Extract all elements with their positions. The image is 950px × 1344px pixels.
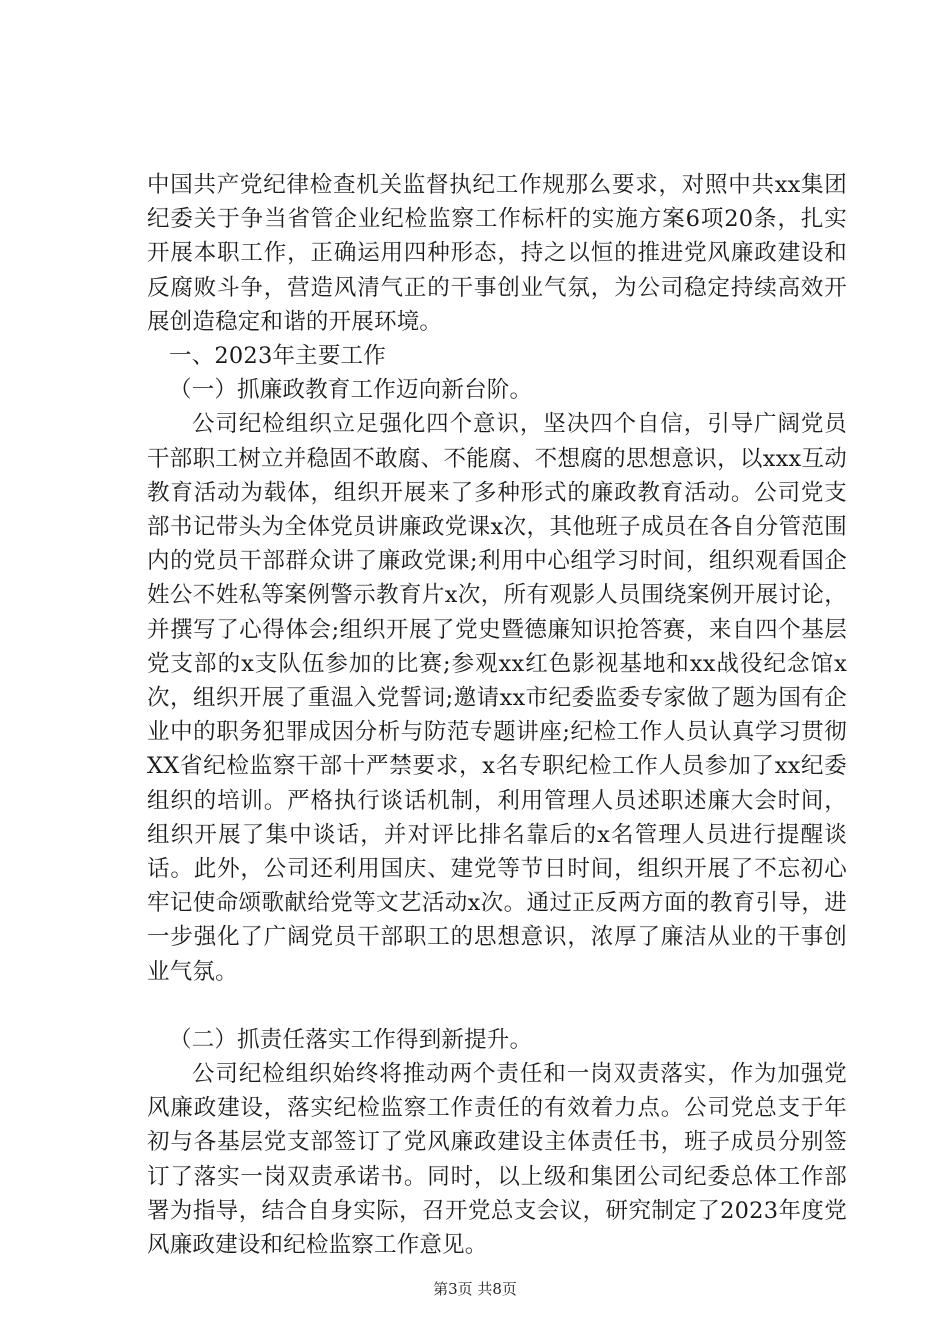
subsection-heading-responsibility: （二）抓责任落实工作得到新提升。 <box>169 1026 533 1053</box>
page-number-label: 第3页 共8页 <box>433 1280 517 1298</box>
paragraph-responsibility: 公司纪检组织始终将推动两个责任和一岗双责落实，作为加强党风廉政建设，落实纪检监察工作责任的有效着力点。公司党总支于年初与各基层党支部签订了党风廉政建设主体责任书，班子成员分别签订了落实一岗双责承诺书。同时，以上级和集团公司纪委总体工作部署为指导，结合自身实际，召开党总支会议，研究制定了2023年度党风廉政建设和纪检监察工作意见。 <box>147 1061 847 1259</box>
page-footer <box>0 1279 950 1299</box>
paragraph-intro: 中国共产党纪律检查机关监督执纪工作规那么要求，对照中共xx集团纪委关于争当省管企业纪检监察工作标杆的实施方案6项20条，扎实开展本职工作，正确运用四种形态，持之以恒的推进党风廉政建设和反腐败斗争，营造风清气正的干事创业气氛，为公司稳定持续高效开展创造稳定和谐的开展环境。 <box>147 172 847 335</box>
document-body <box>147 168 847 1262</box>
paragraph-education: 公司纪检组织立足强化四个意识，坚决四个自信，引导广阔党员干部职工树立并稳固不敢腐、不能腐、不想腐的思想意识，以xxx互动教育活动为载体，组织开展来了多种形式的廉政教育活动。公司党支部书记带头为全体党员讲廉政党课x次，其他班子成员在各自分管范围内的党员干部群众讲了廉政党课;利用中心组学习时间，组织观看国企姓公不姓私等案例警示教育片x次，所有观影人员围绕案例开展讨论，并撰写了心得体会;组织开展了党史暨德廉知识抢答赛，来自四个基层党支部的x支队伍参加的比赛;参观xx红色影视基地和xx战役纪念馆x次，组织开展了重温入党誓词;邀请xx市纪委监委专家做了题为国有企业中的职务犯罪成因分析与防范专题讲座;纪检工作人员认真学习贯彻XX省纪检监察干部十严禁要求，x名专职纪检工作人员参加了xx纪委组织的培训。严格执行谈话机制，利用管理人员述职述廉大会时间，组织开展了集中谈话，并对评比排名靠后的x名管理人员进行提醒谈话。此外，公司还利用国庆、建党等节日时间，组织开展了不忘初心牢记使命颂歌献给党等文艺活动x次。通过正反两方面的教育引导，进一步强化了广阔党员干部职工的思想意识，浓厚了廉洁从业的干事创业气氛。 <box>147 411 847 985</box>
section-heading-main-work: 一、2023年主要工作 <box>169 343 386 370</box>
subsection-heading-education: （一）抓廉政教育工作迈向新台阶。 <box>169 377 533 404</box>
